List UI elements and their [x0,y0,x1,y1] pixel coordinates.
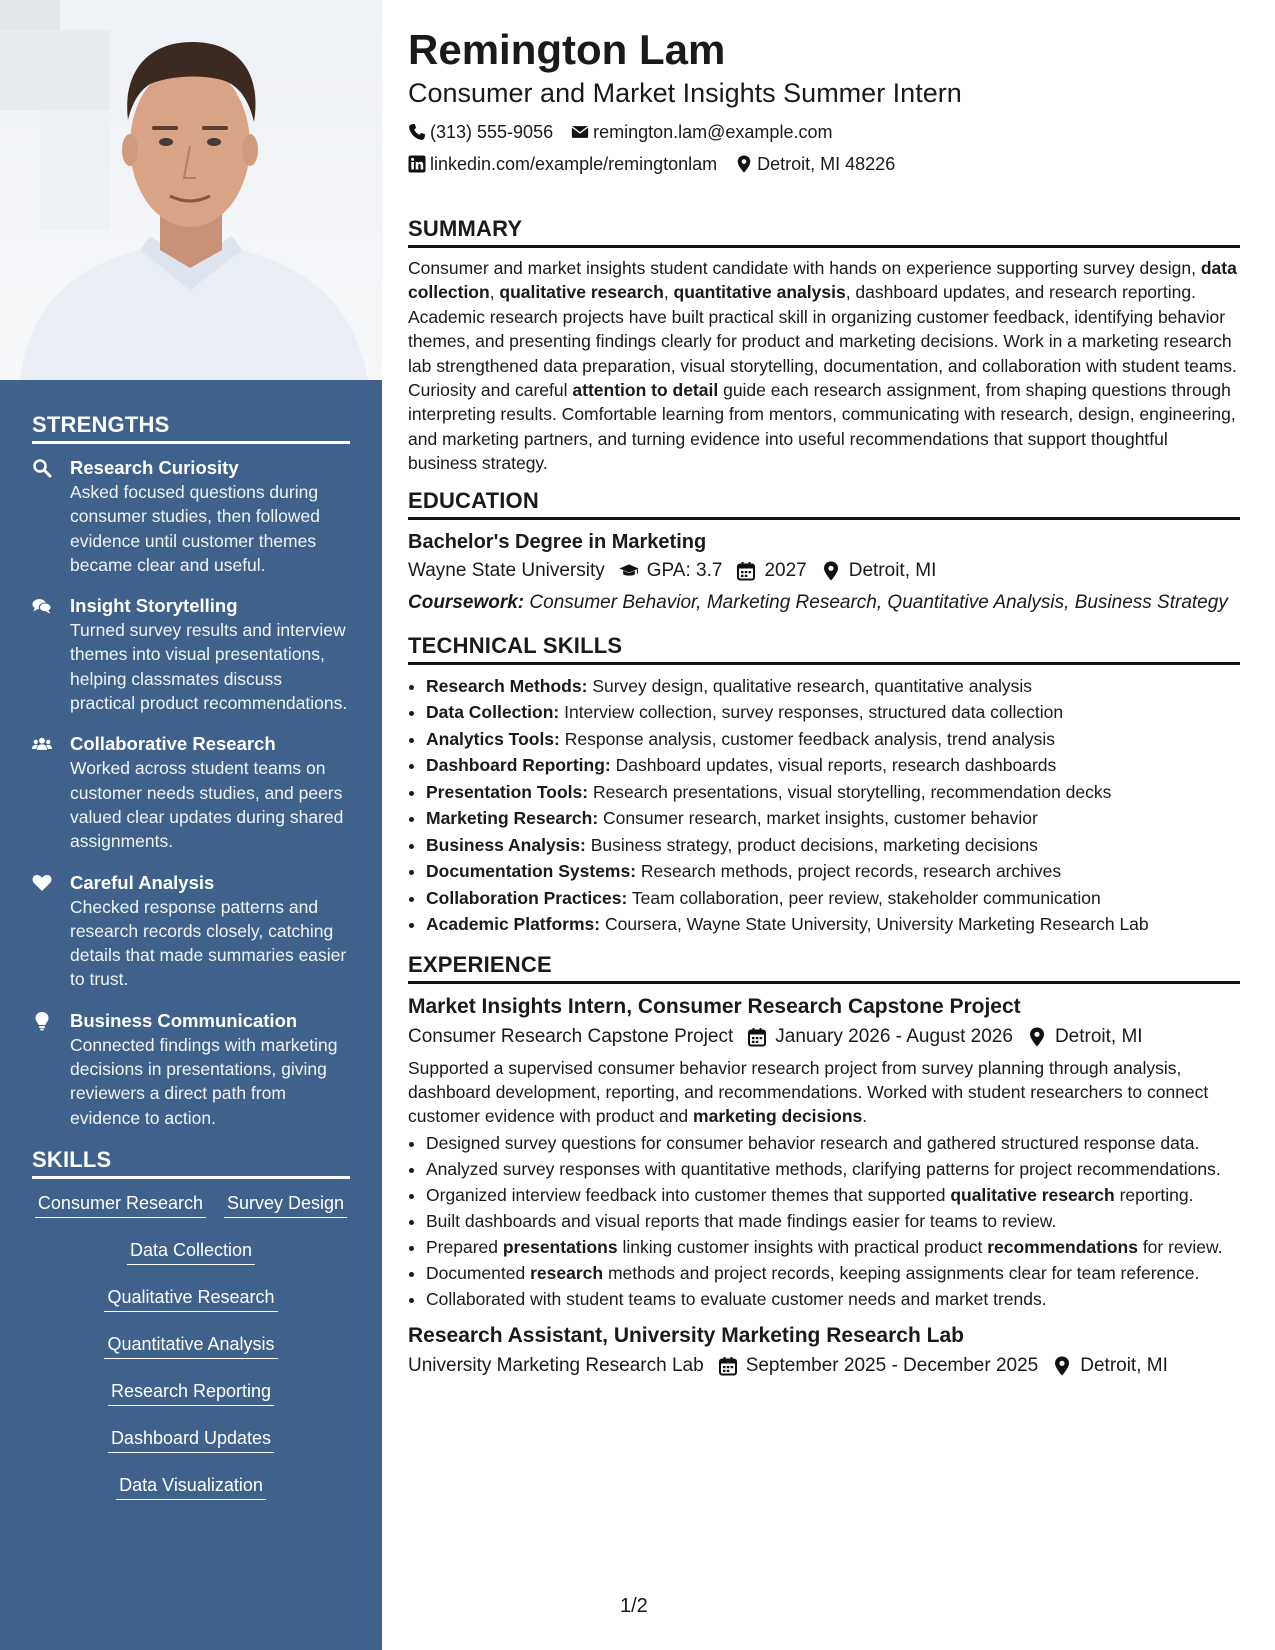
list-item: • Designed survey questions for consumer behavior research and gathered structured response data. [426,1131,1240,1156]
sidebar-content [32,412,350,1500]
dates-item: September 2025 - December 2025 [718,1351,1039,1381]
phone-icon [408,123,426,141]
strength-desc: Asked focused questions during consumer studies, then followed evidence until customer themes became clear and useful. [70,482,320,575]
skill-tag: Qualitative Research [104,1285,277,1312]
search-icon [32,456,70,577]
list-item: • Marketing Research: Consumer research, market insights, customer behavior [426,805,1240,832]
skills-heading: SKILLS [32,1147,350,1179]
school-name: Wayne State University [408,559,605,581]
location-contact [735,148,895,180]
map-pin-icon [1052,1356,1072,1376]
job-title: Consumer and Market Insights Summer Intern [408,78,962,108]
exp-location-item: Detroit, MI [1052,1351,1168,1381]
exp-location-item: Detroit, MI [1027,1022,1143,1052]
skills-list [32,1191,350,1500]
location-text: Detroit, MI 48226 [757,154,896,174]
gpa-item: GPA: 3.7 [619,556,723,586]
summary-heading: SUMMARY [408,216,1240,248]
strength-item [32,871,350,992]
skill-tag: Data Visualization [116,1473,266,1500]
experience-org: Consumer Research Capstone Project [408,1025,734,1047]
skill-tag: Data Collection [127,1238,255,1265]
map-pin-icon [821,561,841,581]
strength-desc: Turned survey results and interview themes into visual presentations, helping classmates discuss practical product recommendations. [70,620,348,714]
strength-title: Careful Analysis [70,871,215,893]
graduation-cap-icon [619,561,639,581]
email-contact[interactable] [571,116,832,148]
dates-item: January 2026 - August 2026 [747,1022,1013,1052]
list-item: • Built dashboards and visual reports that made findings easier for teams to review. [426,1209,1240,1234]
strength-title: Business Communication [70,1009,298,1031]
strength-item [32,1009,350,1130]
linkedin-text: linkedin.com/example/remingtonlam [430,154,718,174]
strengths-heading: STRENGTHS [32,412,350,444]
comments-icon [32,594,70,715]
lightbulb-icon [32,1009,70,1130]
education-heading: EDUCATION [408,488,1240,520]
skill-tag: Survey Design [224,1191,347,1218]
experience-heading: EXPERIENCE [408,952,1240,984]
strength-title: Research Curiosity [70,457,239,478]
calendar-icon [718,1356,738,1376]
linkedin-icon [408,155,426,173]
strength-desc: Checked response patterns and research records closely, catching details that made summaries easier to trust. [70,896,347,990]
list-item: • Data Collection: Interview collection, survey responses, structured data collection [426,699,1240,726]
list-item: • Dashboard Reporting: Dashboard updates, visual reports, research dashboards [426,752,1240,779]
list-item: • Business Analysis: Business strategy, product decisions, marketing decisions [426,832,1240,859]
list-item: • Analytics Tools: Response analysis, customer feedback analysis, trend analysis [426,726,1240,753]
strength-desc: Connected findings with marketing decisions in presentations, giving reviewers a direct path from evidence to action. [70,1034,338,1128]
list-item: • Documentation Systems: Research methods, project records, research archives [426,858,1240,885]
skill-tag: Research Reporting [108,1379,274,1406]
phone-contact[interactable] [408,116,553,148]
list-item: • Research Methods: Survey design, qualitative research, quantitative analysis [426,673,1240,700]
experience-title: Market Insights Intern, Consumer Research Capstone Project [408,994,1021,1018]
list-item: • Organized interview feedback into customer themes that supported qualitative research reporting. [426,1183,1240,1208]
strength-item [32,456,350,577]
skill-tag: Consumer Research [35,1191,206,1218]
degree-title: Bachelor's Degree in Marketing [408,530,707,553]
strength-title: Insight Storytelling [70,595,238,617]
experience-entry [408,992,1240,1312]
education-meta [408,556,1240,586]
list-item: • Analyzed survey responses with quantitative methods, clarifying patterns for project recommendations. [426,1157,1240,1182]
list-item: • Collaborated with student teams to evaluate customer needs and market trends. [426,1287,1240,1312]
users-icon [32,732,70,853]
candidate-name: Remington Lam [408,26,726,73]
summary-text: Consumer and market insights student candidate with hands on experience supporting survey design, data collection, qualitative research, quantitative analysis, dashboard updates, and research reporting. Academic research projects have built practical skill in organizing customer feedback, identifying behavior themes, and presenting findings clearly for product and marketing decisions. Work in a marketing research lab strengthened data preparation, visual storytelling, documentation, and collaboration with student teams. Curiosity and careful attention to detail guide each research assignment, from shaping questions through interpreting results. Comfortable learning from mentors, communicating with research, design, engineering, and marketing partners, and turning evidence into useful recommendations that support thoughtful business strategy. [408,258,1237,474]
sidebar [0,0,382,1650]
profile-photo [0,0,382,380]
map-pin-icon [1027,1027,1047,1047]
experience-description: Supported a supervised consumer behavior research project from survey planning through analysis, dashboard development, reporting, and recommendations. Worked with student researchers to connect customer evidence with product and marketing decisions. [408,1057,1209,1127]
skill-tag: Quantitative Analysis [104,1332,277,1359]
coursework: Coursework: Consumer Behavior, Marketing Research, Quantitative Analysis, Business Strategy [408,591,1228,613]
linkedin-contact[interactable] [408,148,717,180]
envelope-icon [571,123,589,141]
phone-text: (313) 555-9056 [430,122,554,142]
list-item: • Prepared presentations linking customer insights with practical product recommendations for review. [426,1235,1240,1260]
strength-item [32,732,350,853]
calendar-icon [747,1027,767,1047]
calendar-icon [736,561,756,581]
list-item: • Academic Platforms: Coursera, Wayne State University, University Marketing Research Lab [426,911,1240,938]
experience-bullets [408,1131,1240,1312]
strength-title: Collaborative Research [70,733,276,755]
main-content [408,24,1240,1381]
strength-item [32,594,350,715]
experience-meta [408,1022,1240,1052]
experience-meta [408,1351,1240,1381]
map-pin-icon [735,155,753,173]
list-item: • Collaboration Practices: Team collaboration, peer review, stakeholder communication [426,885,1240,912]
experience-entry [408,1321,1240,1381]
technical-skills-list [408,673,1240,938]
experience-org: University Marketing Research Lab [408,1355,704,1377]
strength-desc: Worked across student teams on customer needs studies, and peers valued clear updates during shared assignments. [70,758,344,852]
experience-title: Research Assistant, University Marketing Research Lab [408,1324,964,1348]
skill-tag: Dashboard Updates [108,1426,274,1453]
technical-skills-heading: TECHNICAL SKILLS [408,633,1240,665]
heart-icon [32,871,70,992]
page-number: 1/2 [620,1595,648,1617]
contact-info [408,116,928,180]
list-item: • Documented research methods and project records, keeping assignments clear for team reference. [426,1261,1240,1286]
edu-location-item: Detroit, MI [821,556,937,586]
email-text: remington.lam@example.com [593,122,833,142]
list-item: • Presentation Tools: Research presentations, visual storytelling, recommendation decks [426,779,1240,806]
year-item: 2027 [736,556,806,586]
